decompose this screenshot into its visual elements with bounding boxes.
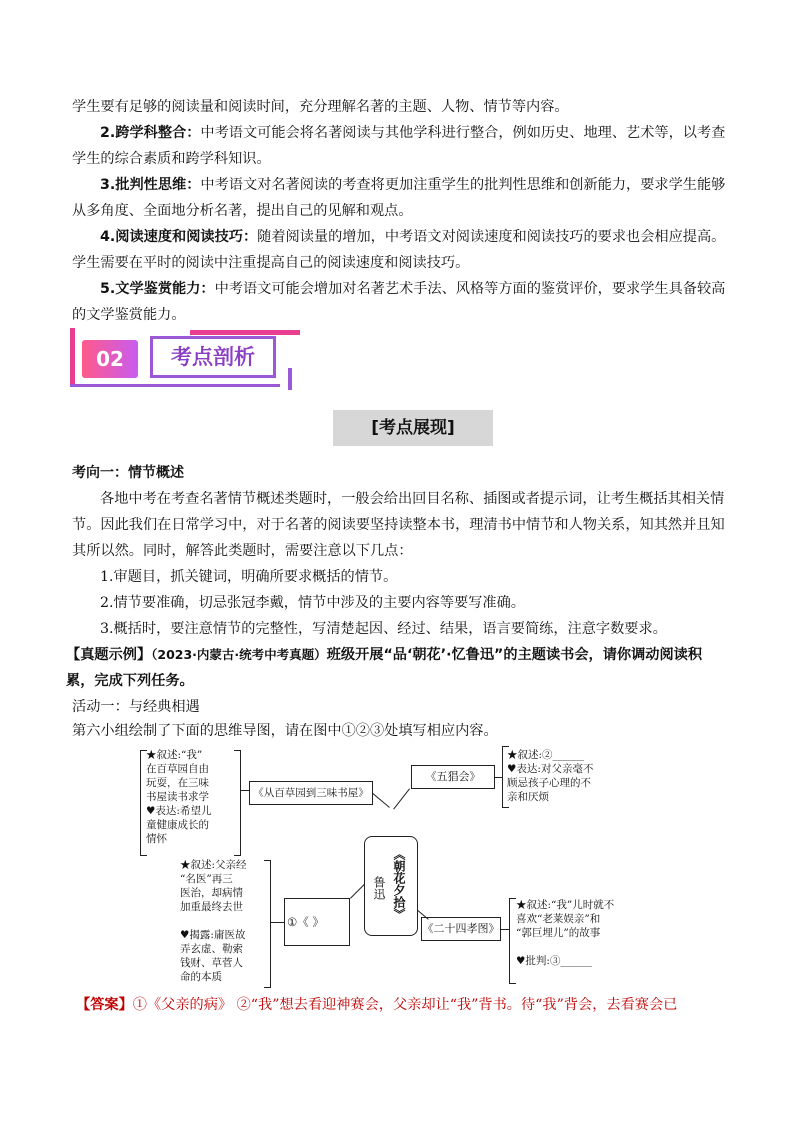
note-line: ♥揭露:庸医故: [180, 929, 246, 941]
point-label: 4.阅读速度和阅读技巧：: [100, 229, 258, 245]
point-label: 5.文学鉴赏能力：: [100, 281, 215, 297]
point-label: 2.跨学科整合：: [100, 125, 201, 141]
note-line: 弄玄虚、勒索: [180, 943, 243, 955]
note-line: 喜欢“老莱娱亲”和: [516, 913, 601, 925]
note-line: 医治，却病情: [180, 887, 243, 899]
note-line: ★叙述:“我”儿时就不: [516, 899, 615, 911]
center-title: 《朝花夕拾》: [392, 848, 406, 920]
connector-line: [501, 929, 509, 930]
note-line: 钱财、草菅人: [180, 957, 243, 969]
list-item: 2.情节要准确，切忌张冠李戴，情节中涉及的主要内容等要写准确。: [100, 595, 525, 611]
note-line: ♥表达:对父亲毫不: [507, 763, 594, 775]
note-line: ★叙述:“我”: [146, 749, 203, 761]
example-source: （2023·内蒙古·统考中考真题）: [151, 647, 327, 662]
note-line: [516, 940, 656, 954]
point-label: 3.批判性思维：: [100, 177, 201, 193]
node-wuchang: 《五猖会》: [411, 765, 495, 789]
note-line: “郭巨埋儿”的故事: [516, 927, 601, 939]
point-text: 中考语文可能会增加对名著艺术手法、风格等方面的鉴赏评价，要求学生具备较高的文学鉴赏能力。: [72, 281, 726, 323]
notes-ershisi: [516, 898, 656, 968]
connector-line: [393, 788, 410, 809]
node-fuqin: ①《 》: [284, 898, 350, 946]
kaodian-title-box: [考点展现]: [333, 410, 493, 446]
example-tag: 【真题示例】: [66, 647, 152, 663]
note-line: 顾忌孩子心理的不: [507, 777, 591, 789]
answer-label: 【答案】: [76, 997, 133, 1013]
activity-label: 活动一：与经典相遇: [72, 699, 200, 715]
note-line: ♥批判:③______: [516, 955, 592, 967]
answer-text: ①《父亲的病》 ②“我”想去看迎神赛会，父亲却让“我”背书。待“我”背会，去看赛会已: [132, 997, 678, 1013]
node-baicao: 《从百草园到三味书屋》: [249, 781, 373, 805]
connector-line: [350, 884, 365, 899]
note-line: 书屋读书求学: [146, 791, 209, 803]
note-line: 玩耍，在三味: [146, 777, 209, 789]
task-instruction: 第六小组绘制了下面的思维导图，请在图中①②③处填写相应内容。: [72, 723, 498, 739]
bracket: [264, 860, 271, 988]
note-line: 童健康成长的: [146, 819, 209, 831]
section-heading: 考向一：情节概述: [72, 465, 184, 481]
notes-wuchang: [507, 748, 625, 804]
section-intro: 各地中考在考查名著情节概述类题时，一般会给出回目名称、插图或者提示词，让考生概括其相关情节。因此我们在日常学习中，对于名著的阅读要坚持读整本书，理清书中情节和人物关系，知其然并且知其所以然。同时，解答此类题时，需要注意以下几点：: [72, 491, 725, 559]
note-line: 情怀: [146, 833, 167, 845]
banner-title: 考点剖析: [150, 336, 276, 378]
note-line: ★叙述:②______: [507, 749, 585, 761]
point-text: 随着阅读量的增加，中考语文对阅读速度和阅读技巧的要求也会相应提高。学生需要在平时的阅读中注重提高自己的阅读速度和阅读技巧。: [72, 229, 726, 271]
bracket: [234, 750, 241, 856]
example-text: 班级开展“品‘朝花’·忆鲁迅”的主题读书会，请你调动阅读积累，完成下列任务。: [66, 647, 703, 689]
node-ershisi: 《二十四孝图》: [421, 917, 501, 941]
connector-line: [270, 922, 284, 923]
point-text: 中考语文可能会将名著阅读与其他学科进行整合，例如历史、地理、艺术等，以考查学生的综合素质和跨学科知识。: [72, 125, 726, 167]
note-line: ★叙述:父亲经: [180, 859, 247, 871]
notes-baicao: [146, 748, 246, 846]
list-item: 1.审题目，抓关键词，明确所要求概括的情节。: [100, 569, 398, 585]
note-line: [180, 914, 264, 928]
connector-line: [372, 793, 389, 808]
notes-fuqin: [180, 858, 264, 984]
note-line: 亲和厌烦: [507, 791, 549, 803]
note-line: 加重最终去世: [180, 901, 243, 913]
note-line: 命的本质: [180, 971, 222, 983]
note-line: ♥表达:希望儿: [146, 805, 212, 817]
answer-line: [76, 992, 736, 1018]
note-line: “名医”再三: [180, 873, 233, 885]
point-text: 中考语文对名著阅读的考查将更加注重学生的批判性思维和创新能力，要求学生能够从多角度、全面地分析名著，提出自己的见解和观点。: [72, 177, 726, 219]
paragraph-text: 学生要有足够的阅读量和阅读时间，充分理解名著的主题、人物、情节等内容。: [72, 99, 569, 115]
banner-number: 02: [82, 340, 138, 378]
bracket: [509, 898, 516, 984]
list-item: 3.概括时，要注意情节的完整性，写清楚起因、经过、结果，语言要简练，注意字数要求。: [100, 621, 667, 637]
center-author: 鲁迅: [372, 876, 386, 900]
note-line: 在百草园自由: [146, 763, 209, 775]
